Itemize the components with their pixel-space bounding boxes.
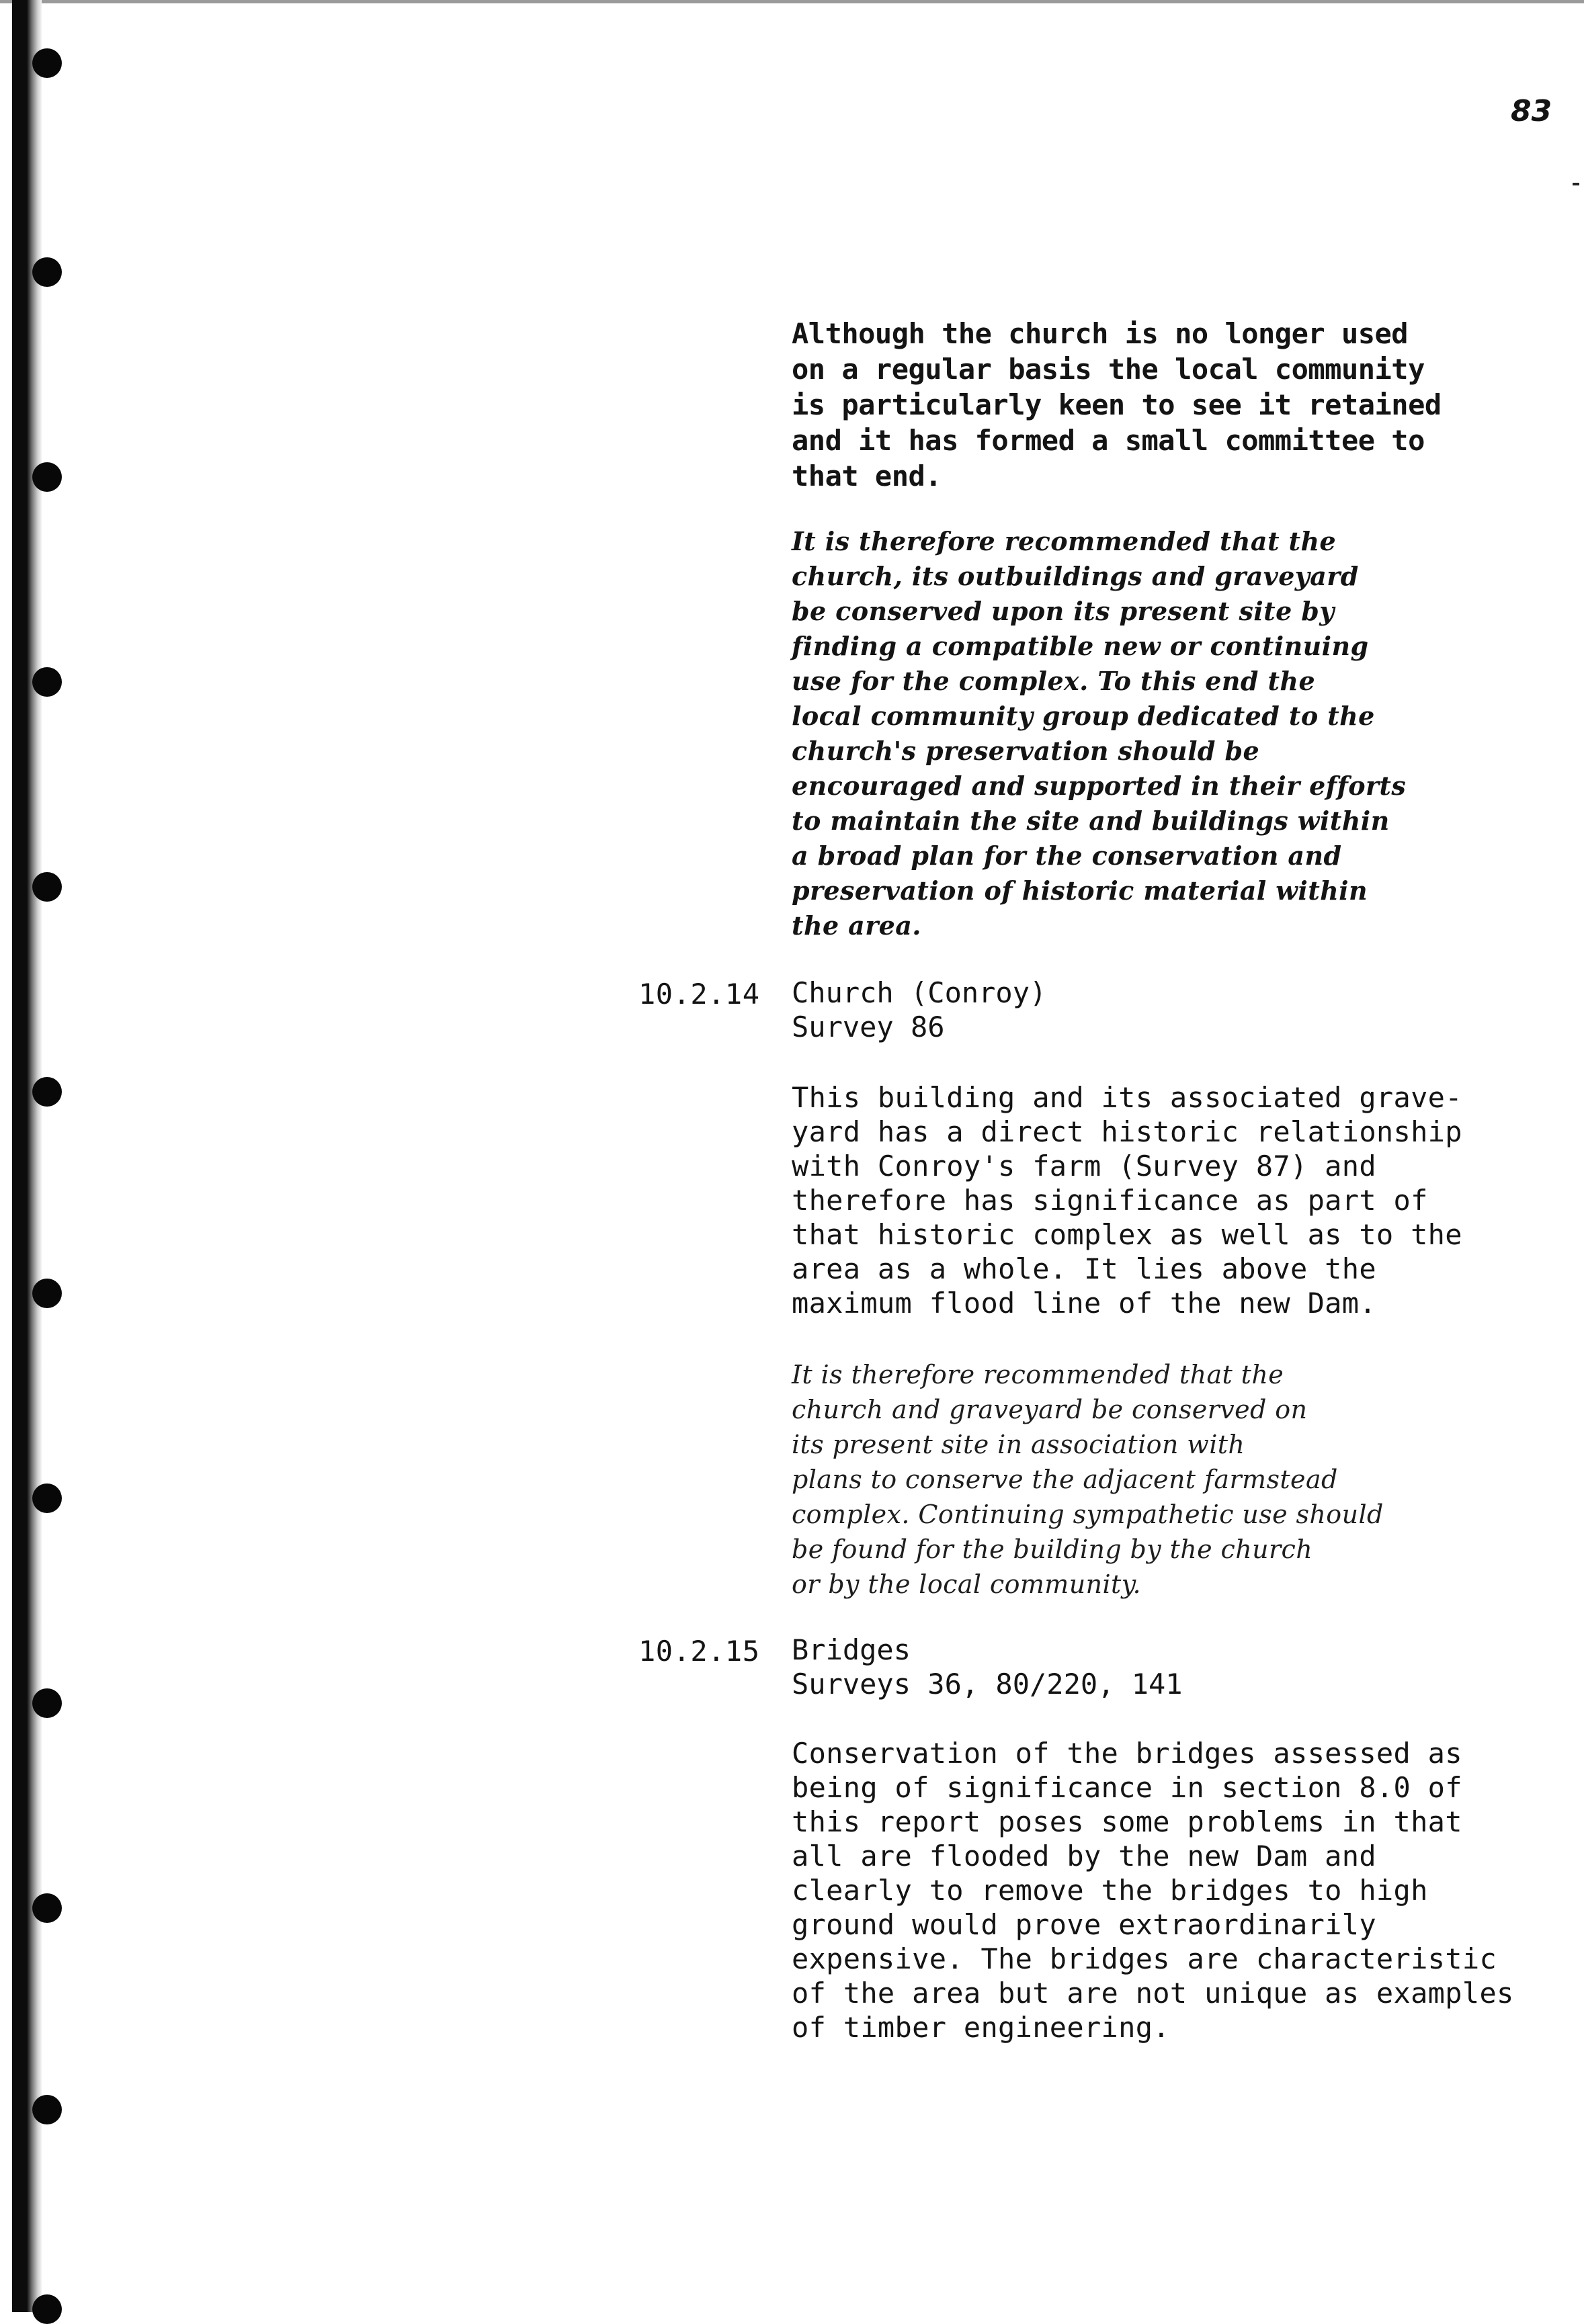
punch-hole	[32, 1483, 62, 1513]
section-heading	[792, 976, 1046, 1044]
punch-hole	[32, 1688, 62, 1718]
page-number: 83	[1511, 94, 1552, 128]
section-body: Conservation of the bridges assessed as being of significance in section 8.0 of this report poses some problems in that all are flooded by the new Dam and clearly to remove the bridges to high ground would prove extraordinarily expensive. The bridges are characteristic of the area but are not unique as examples of timber engineering.	[792, 1737, 1514, 2044]
section-number: 10.2.14	[638, 978, 760, 1010]
intro-paragraph: Although the church is no longer used on a regular basis the local community is particularly keen to see it retained and it has formed a small committee to that end.	[792, 317, 1442, 492]
section-heading	[792, 1633, 1183, 1701]
punch-hole	[32, 462, 62, 492]
margin-mark	[1573, 183, 1579, 185]
punch-hole	[32, 257, 62, 287]
punch-hole	[32, 48, 62, 78]
punch-hole	[32, 872, 62, 902]
scan-top-edge	[0, 0, 1584, 3]
punch-hole	[32, 667, 62, 697]
punch-hole	[32, 1279, 62, 1308]
punch-hole	[32, 1893, 62, 1923]
section-survey: Surveys 36, 80/220, 141	[792, 1668, 1183, 1701]
section-title: Church (Conroy)	[792, 976, 1047, 1009]
punch-hole	[32, 2294, 62, 2324]
section-recommendation: It is therefore recommended that the church and graveyard be conserved on its present site in association with plans to conserve the adjacent farmstead complex. Continuing sympathetic use should be found for the building by the church or by the local community.	[792, 1360, 1384, 1599]
section-body: This building and its associated grave- yard has a direct historic relationship with Conroy's farm (Survey 87) and therefore has significance as part of that historic complex as well as to the area as a whole. It lies above the maximum flood line of the new Dam.	[792, 1081, 1462, 1320]
section-number: 10.2.15	[638, 1635, 760, 1668]
binding-strip	[12, 0, 42, 2312]
section-survey: Survey 86	[792, 1010, 945, 1043]
punch-hole	[32, 1077, 62, 1107]
section-title: Bridges	[792, 1633, 911, 1666]
recommendation-paragraph: It is therefore recommended that the church, its outbuildings and graveyard be conserved upon its present site by finding a compatible new or continuing use for the complex. To this end the local community group dedicated to the church's preservation should be encouraged and supported in their efforts to maintain the site and buildings within a broad plan for the conservation and preservation of historic material within the area.	[792, 526, 1407, 941]
punch-hole	[32, 2095, 62, 2124]
